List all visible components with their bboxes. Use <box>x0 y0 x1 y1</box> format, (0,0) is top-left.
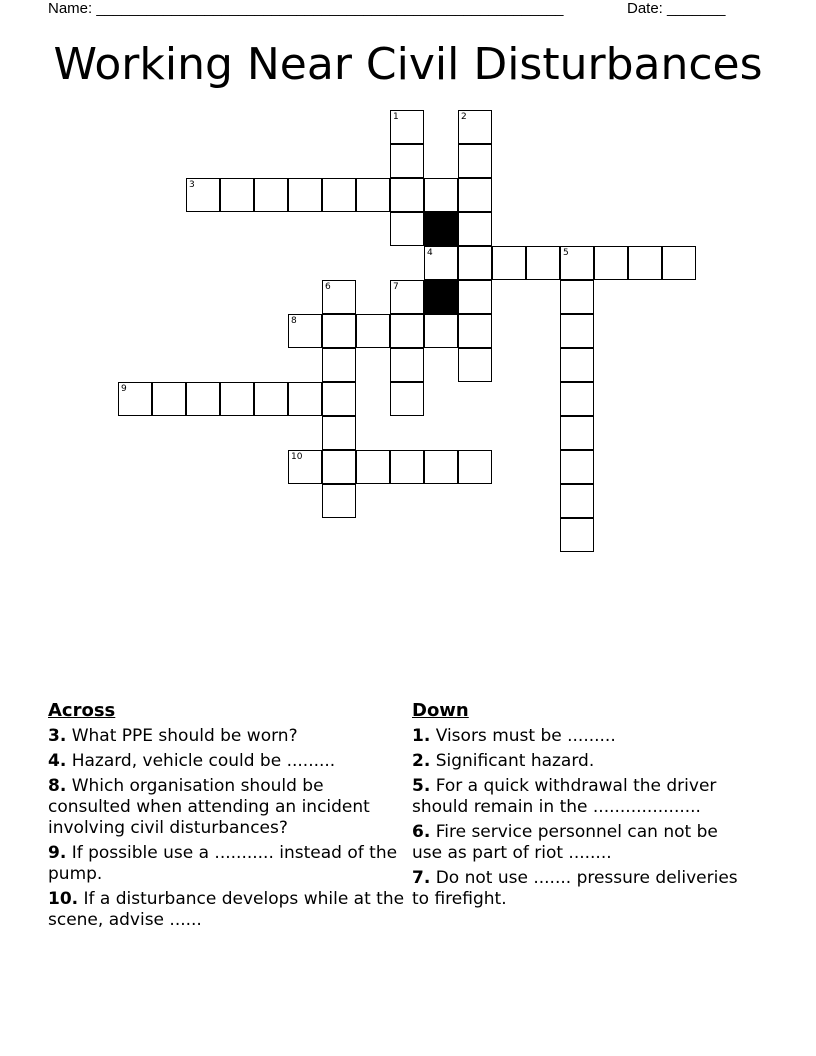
clue-num: 3. <box>48 726 67 746</box>
grid-cell[interactable] <box>560 280 594 314</box>
grid-cell[interactable] <box>390 348 424 382</box>
grid-cell[interactable] <box>288 382 322 416</box>
clue-num: 1. <box>412 726 431 746</box>
grid-cell[interactable] <box>186 178 220 212</box>
grid-cell[interactable] <box>254 382 288 416</box>
grid-cell[interactable] <box>458 178 492 212</box>
grid-cell[interactable] <box>492 246 526 280</box>
clue-text: Fire service personnel can not be use as part of riot ........ <box>412 822 718 863</box>
clue-text: If possible use a ........... instead of the pump. <box>48 843 398 884</box>
black-cell <box>424 280 458 314</box>
clue-text: Visors must be ......... <box>435 726 616 746</box>
across-heading: Across <box>48 700 116 721</box>
grid-cell[interactable] <box>560 314 594 348</box>
clue-number: 9 <box>121 384 127 394</box>
grid-cell[interactable] <box>526 246 560 280</box>
name-field[interactable]: Name: ________________________________________________________ <box>48 0 564 17</box>
grid-cell[interactable] <box>390 110 424 144</box>
grid-cell[interactable] <box>560 246 594 280</box>
grid-cell[interactable] <box>220 382 254 416</box>
clue-number: 6 <box>325 282 331 292</box>
grid-cell[interactable] <box>288 450 322 484</box>
clue-num: 10. <box>48 889 79 909</box>
grid-cell[interactable] <box>458 212 492 246</box>
grid-cell[interactable] <box>322 416 356 450</box>
clue-item <box>412 726 742 747</box>
grid-cell[interactable] <box>288 178 322 212</box>
grid-cell[interactable] <box>458 450 492 484</box>
clue-item <box>48 889 406 931</box>
clue-number: 2 <box>461 112 467 122</box>
across-clues <box>48 700 406 935</box>
grid-cell[interactable] <box>560 518 594 552</box>
clue-num: 5. <box>412 776 431 796</box>
grid-cell[interactable] <box>424 314 458 348</box>
clue-text: If a disturbance develops while at the scene, advise ...... <box>48 889 405 930</box>
grid-cell[interactable] <box>118 382 152 416</box>
grid-cell[interactable] <box>560 484 594 518</box>
clue-number: 1 <box>393 112 399 122</box>
grid-cell[interactable] <box>322 348 356 382</box>
grid-cell[interactable] <box>424 178 458 212</box>
grid-cell[interactable] <box>390 450 424 484</box>
clue-number: 10 <box>291 452 303 462</box>
grid-cell[interactable] <box>322 280 356 314</box>
clue-num: 7. <box>412 868 431 888</box>
grid-cell[interactable] <box>560 450 594 484</box>
clue-number: 5 <box>563 248 569 258</box>
grid-cell[interactable] <box>424 246 458 280</box>
grid-cell[interactable] <box>152 382 186 416</box>
clue-text: For a quick withdrawal the driver should remain in the .................... <box>412 776 717 817</box>
grid-cell[interactable] <box>458 314 492 348</box>
clue-text: What PPE should be worn? <box>71 726 298 746</box>
grid-cell[interactable] <box>560 416 594 450</box>
clue-item <box>412 822 742 864</box>
grid-cell[interactable] <box>458 246 492 280</box>
grid-cell[interactable] <box>560 348 594 382</box>
grid-cell[interactable] <box>322 484 356 518</box>
grid-cell[interactable] <box>288 314 322 348</box>
grid-cell[interactable] <box>594 246 628 280</box>
black-cell <box>424 212 458 246</box>
clue-text: Hazard, vehicle could be ......... <box>71 751 336 771</box>
grid-cell[interactable] <box>186 382 220 416</box>
down-clues <box>412 700 742 914</box>
clue-num: 8. <box>48 776 67 796</box>
clue-item <box>412 776 742 818</box>
grid-cell[interactable] <box>220 178 254 212</box>
clue-num: 9. <box>48 843 67 863</box>
clue-num: 2. <box>412 751 431 771</box>
clue-num: 6. <box>412 822 431 842</box>
clue-number: 3 <box>189 180 195 190</box>
grid-cell[interactable] <box>322 178 356 212</box>
grid-cell[interactable] <box>356 314 390 348</box>
grid-cell[interactable] <box>424 450 458 484</box>
puzzle-title: Working Near Civil Disturbances <box>53 39 763 90</box>
date-field[interactable]: Date: _______ <box>627 0 726 17</box>
grid-cell[interactable] <box>322 382 356 416</box>
grid-cell[interactable] <box>390 382 424 416</box>
grid-cell[interactable] <box>458 280 492 314</box>
grid-cell[interactable] <box>628 246 662 280</box>
grid-cell[interactable] <box>662 246 696 280</box>
down-heading: Down <box>412 700 469 721</box>
grid-cell[interactable] <box>560 382 594 416</box>
clue-text: Which organisation should be consulted when attending an incident involving civil disturbances? <box>48 776 370 838</box>
clue-item <box>48 726 406 747</box>
grid-cell[interactable] <box>356 178 390 212</box>
clue-text: Significant hazard. <box>435 751 595 771</box>
grid-cell[interactable] <box>322 450 356 484</box>
grid-cell[interactable] <box>390 144 424 178</box>
clue-item <box>412 751 742 772</box>
grid-cell[interactable] <box>390 314 424 348</box>
grid-cell[interactable] <box>458 110 492 144</box>
grid-cell[interactable] <box>390 178 424 212</box>
clue-item <box>412 868 742 910</box>
grid-cell[interactable] <box>356 450 390 484</box>
grid-cell[interactable] <box>458 144 492 178</box>
clue-item <box>48 751 406 772</box>
clue-num: 4. <box>48 751 67 771</box>
grid-cell[interactable] <box>390 280 424 314</box>
clue-number: 8 <box>291 316 297 326</box>
grid-cell[interactable] <box>254 178 288 212</box>
grid-cell[interactable] <box>390 212 424 246</box>
clue-text: Do not use ....... pressure deliveries to firefight. <box>412 868 738 909</box>
grid-cell[interactable] <box>322 314 356 348</box>
clue-item <box>48 776 406 839</box>
clue-item <box>48 843 406 885</box>
grid-cell[interactable] <box>458 348 492 382</box>
clue-number: 4 <box>427 248 433 258</box>
clue-number: 7 <box>393 282 399 292</box>
